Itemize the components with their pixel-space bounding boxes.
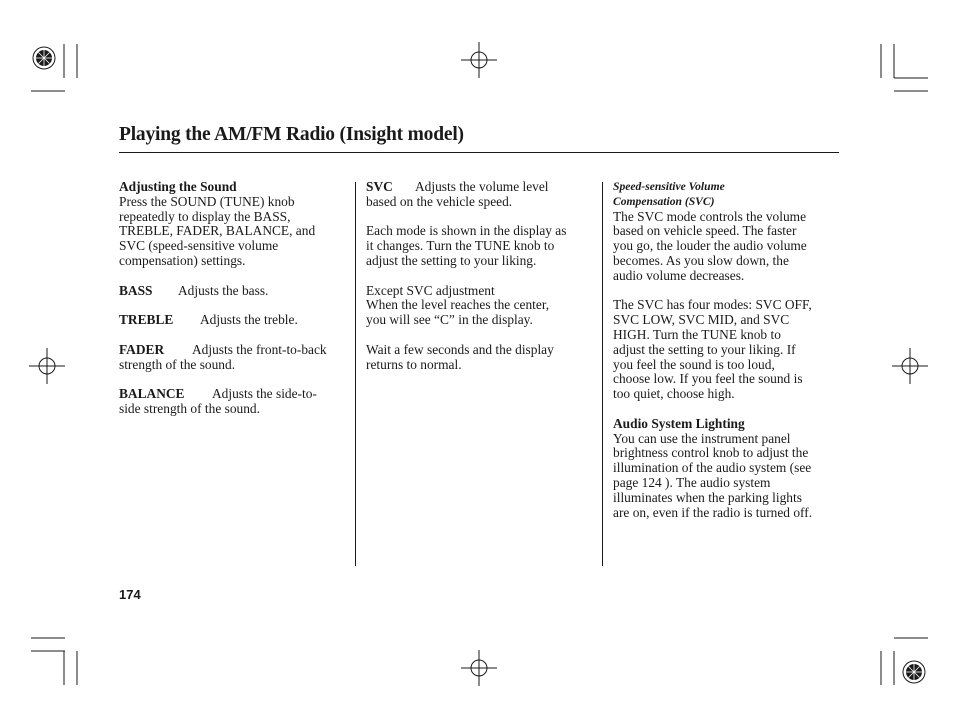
body-line: HIGH. Turn the TUNE knob to xyxy=(613,326,781,342)
page-number: 174 xyxy=(119,587,141,602)
body-line: it changes. Turn the TUNE knob to xyxy=(366,238,555,254)
body-line: SVC (speed-sensitive volume xyxy=(119,238,279,254)
body-line: you go, the louder the audio volume xyxy=(613,238,807,254)
column-svc xyxy=(366,180,598,372)
body-line: based on vehicle speed. The faster xyxy=(613,223,797,239)
body-line: Wait a few seconds and the display xyxy=(366,341,554,357)
column-divider-left xyxy=(355,182,356,566)
setting-bass xyxy=(119,284,349,299)
body-line: When the level reaches the center, xyxy=(366,297,550,313)
setting-svc xyxy=(366,180,598,195)
setting-treble xyxy=(119,313,349,328)
section-heading-svc: Compensation (SVC) xyxy=(613,194,715,208)
body-line: side strength of the sound. xyxy=(119,400,260,416)
setting-desc: Adjusts the bass. xyxy=(178,282,269,298)
body-line: becomes. As you slow down, the xyxy=(613,252,789,268)
body-line: page 124 ). The audio system xyxy=(613,474,771,490)
subheading-except-svc: Except SVC adjustment xyxy=(366,282,495,298)
page-title: Playing the AM/FM Radio (Insight model) xyxy=(119,124,464,145)
setting-term: BASS xyxy=(119,282,153,298)
column-divider-right xyxy=(602,182,603,566)
body-line: The SVC mode controls the volume xyxy=(613,208,807,224)
body-line: you will see “C” in the display. xyxy=(366,312,533,328)
body-line: illumination of the audio system (see xyxy=(613,460,812,476)
body-line: brightness control knob to adjust the xyxy=(613,445,809,461)
body-line: audio volume decreases. xyxy=(613,267,745,283)
setting-desc: Adjusts the front-to-back xyxy=(192,341,327,357)
body-line: are on, even if the radio is turned off. xyxy=(613,504,813,520)
title-rule xyxy=(119,152,839,153)
body-line: based on the vehicle speed. xyxy=(366,193,513,209)
body-line: Each mode is shown in the display as xyxy=(366,223,567,239)
column-svc-info xyxy=(613,180,843,520)
body-line: too quiet, choose high. xyxy=(613,386,735,402)
setting-term: TREBLE xyxy=(119,312,174,328)
body-line: you feel the sound is too loud, xyxy=(613,356,775,372)
setting-fader xyxy=(119,343,349,358)
section-heading-adjusting-sound: Adjusting the Sound xyxy=(119,179,237,194)
body-line: compensation) settings. xyxy=(119,252,246,268)
body-line: The SVC has four modes: SVC OFF, xyxy=(613,297,812,313)
body-line: returns to normal. xyxy=(366,356,462,372)
setting-desc: Adjusts the treble. xyxy=(200,312,298,328)
setting-balance xyxy=(119,387,349,402)
body-line: You can use the instrument panel xyxy=(613,430,791,446)
body-line: strength of the sound. xyxy=(119,356,236,372)
setting-term: SVC xyxy=(366,179,393,194)
section-heading-audio-lighting: Audio System Lighting xyxy=(613,415,745,431)
body-line: Press the SOUND (TUNE) knob xyxy=(119,193,295,209)
setting-term: BALANCE xyxy=(119,386,185,402)
body-line: choose low. If you feel the sound is xyxy=(613,371,803,387)
body-line: TREBLE, FADER, BALANCE, and xyxy=(119,223,316,239)
setting-desc: Adjusts the side-to- xyxy=(212,386,317,402)
section-heading-svc: Speed-sensitive Volume xyxy=(613,180,725,193)
body-line: illuminates when the parking lights xyxy=(613,489,802,505)
body-line: adjust the setting to your liking. If xyxy=(613,341,796,357)
body-line: SVC LOW, SVC MID, and SVC xyxy=(613,312,790,328)
setting-term: FADER xyxy=(119,341,165,357)
body-line: repeatedly to display the BASS, xyxy=(119,208,291,224)
column-adjusting-sound xyxy=(119,180,349,417)
setting-desc: Adjusts the volume level xyxy=(415,179,549,194)
body-line: adjust the setting to your liking. xyxy=(366,252,537,268)
